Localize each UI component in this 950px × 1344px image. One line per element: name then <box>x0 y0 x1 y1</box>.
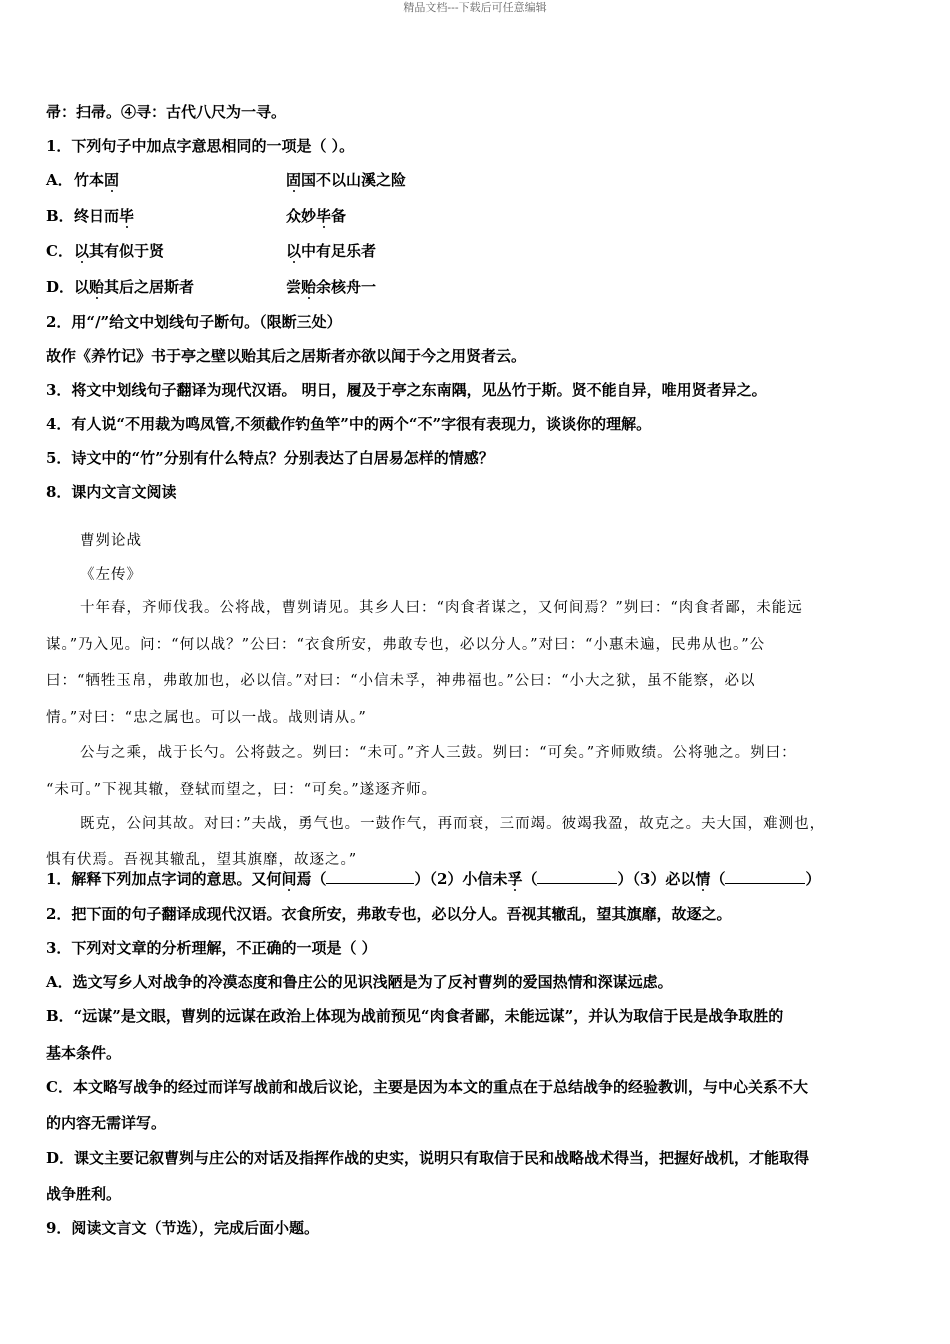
q8-3-option-d-cont: 战争胜利。 <box>46 1185 122 1203</box>
answer-blank[interactable] <box>537 869 617 884</box>
passage-line: 十年春，齐师伐我。公将战，曹刿请见。其乡人曰：“肉食者谋之，又何间焉？”刿曰：“肉食者鄙，未能远 <box>80 599 803 616</box>
footnote-line: 帚：扫帚。④寻：古代八尺为一寻。 <box>46 103 287 121</box>
passage-line: “未可。”下视其辙，登轼而望之，曰：“可矣。”遂逐齐师。 <box>46 781 438 798</box>
passage-line: 情。”对曰：“忠之属也。可以一战。战则请从。” <box>46 709 367 726</box>
q8-2-stem: 2．把下面的句子翻译成现代汉语。衣食所安，弗敢专也，必以分人。吾视其辙乱，望其旗靡，故逐之。 <box>46 905 732 923</box>
q2-stem: 2．用“/”给文中划线句子断句。（限断三处） <box>46 313 342 331</box>
passage-line: 既克，公问其故。对曰：”夫战，勇气也。一鼓作气，再而衰，三而竭。彼竭我盈，故克之。夫大国，难测也， <box>80 815 826 832</box>
q8-3-option-b-cont: 基本条件。 <box>46 1044 122 1062</box>
passage-line: 谋。”乃入见。问：“何以战？”公曰：“衣食所安，弗敢专也，必以分人。”对曰：“小惠未遍，民弗从也。”公 <box>46 636 766 653</box>
q9-stem: 9．阅读文言文（节选），完成后面小题。 <box>46 1219 319 1237</box>
q1-option-c: C． 以其有似于贤 以中有足乐者 <box>46 242 377 260</box>
q1-stem: 1．下列句子中加点字意思相同的一项是（ ）。 <box>46 137 355 155</box>
q8-1-stem: 1．解释下列加点字词的意思。又何间焉（ ）（2）小信未孚（ ）（3）必以情（ ） <box>46 870 821 888</box>
q1-option-a: A． 竹本固 固国不以山溪之险 <box>46 171 407 189</box>
page-header: 精品文档---下载后可任意编辑 <box>403 1 547 14</box>
q2-text: 故作《养竹记》书于亭之壁以贻其后之居斯者亦欲以闻于今之用贤者云。 <box>46 347 527 365</box>
q8-3-stem: 3．下列对文章的分析理解，不正确的一项是（ ） <box>46 939 377 957</box>
passage-source: 《左传》 <box>80 566 142 583</box>
q4-stem: 4．有人说“不用裁为鸣凤管,不须截作钓鱼竿”中的两个“不”字很有表现力，谈谈你的理解。 <box>46 415 652 433</box>
passage-line: 曰：“牺牲玉帛，弗敢加也，必以信。”对曰：“小信未孚，神弗福也。”公曰：“小大之狱，虽不能察，必以 <box>46 672 756 689</box>
q8-3-option-b: B．“远谋”是文眼，曹刿的远谋在政治上体现为战前预见“肉食者鄙，未能远谋”，并认为取信于民是战争取胜的 <box>46 1007 784 1025</box>
q3-stem: 3．将文中划线句子翻译为现代汉语。 明日，履及于亭之东南隅，见丛竹于斯。贤不能自异，唯用贤者异之。 <box>46 381 767 399</box>
passage-line: 公与之乘，战于长勺。公将鼓之。刿曰：“未可。”齐人三鼓。刿曰：“可矣。”齐师败绩。公将驰之。刿曰： <box>80 744 797 761</box>
answer-blank[interactable] <box>326 869 414 884</box>
q8-3-option-d: D．课文主要记叙曹刿与庄公的对话及指挥作战的史实，说明只有取信于民和战略战术得当，把握好战机，才能取得 <box>46 1149 810 1167</box>
q1-option-d: D． 以贻其后之居斯者 尝贻余核舟一 <box>46 278 377 296</box>
q8-heading: 8．课内文言文阅读 <box>46 483 177 501</box>
answer-blank[interactable] <box>725 869 805 884</box>
q8-3-option-a: A．选文写乡人对战争的冷漠态度和鲁庄公的见识浅陋是为了反衬曹刿的爱国热情和深谋远虑。 <box>46 973 673 991</box>
passage-title: 曹刿论战 <box>80 532 142 549</box>
q5-stem: 5．诗文中的“竹”分别有什么特点？分别表达了白居易怎样的情感？ <box>46 449 494 467</box>
q1-option-b: B． 终日而毕 众妙毕备 <box>46 207 347 225</box>
q8-3-option-c-cont: 的内容无需详写。 <box>46 1114 167 1132</box>
q8-3-option-c: C．本文略写战争的经过而详写战前和战后议论，主要是因为本文的重点在于总结战争的经验教训，与中心关系不大 <box>46 1078 808 1096</box>
passage-line: 惧有伏焉。吾视其辙乱，望其旗靡，故逐之。” <box>46 851 358 868</box>
